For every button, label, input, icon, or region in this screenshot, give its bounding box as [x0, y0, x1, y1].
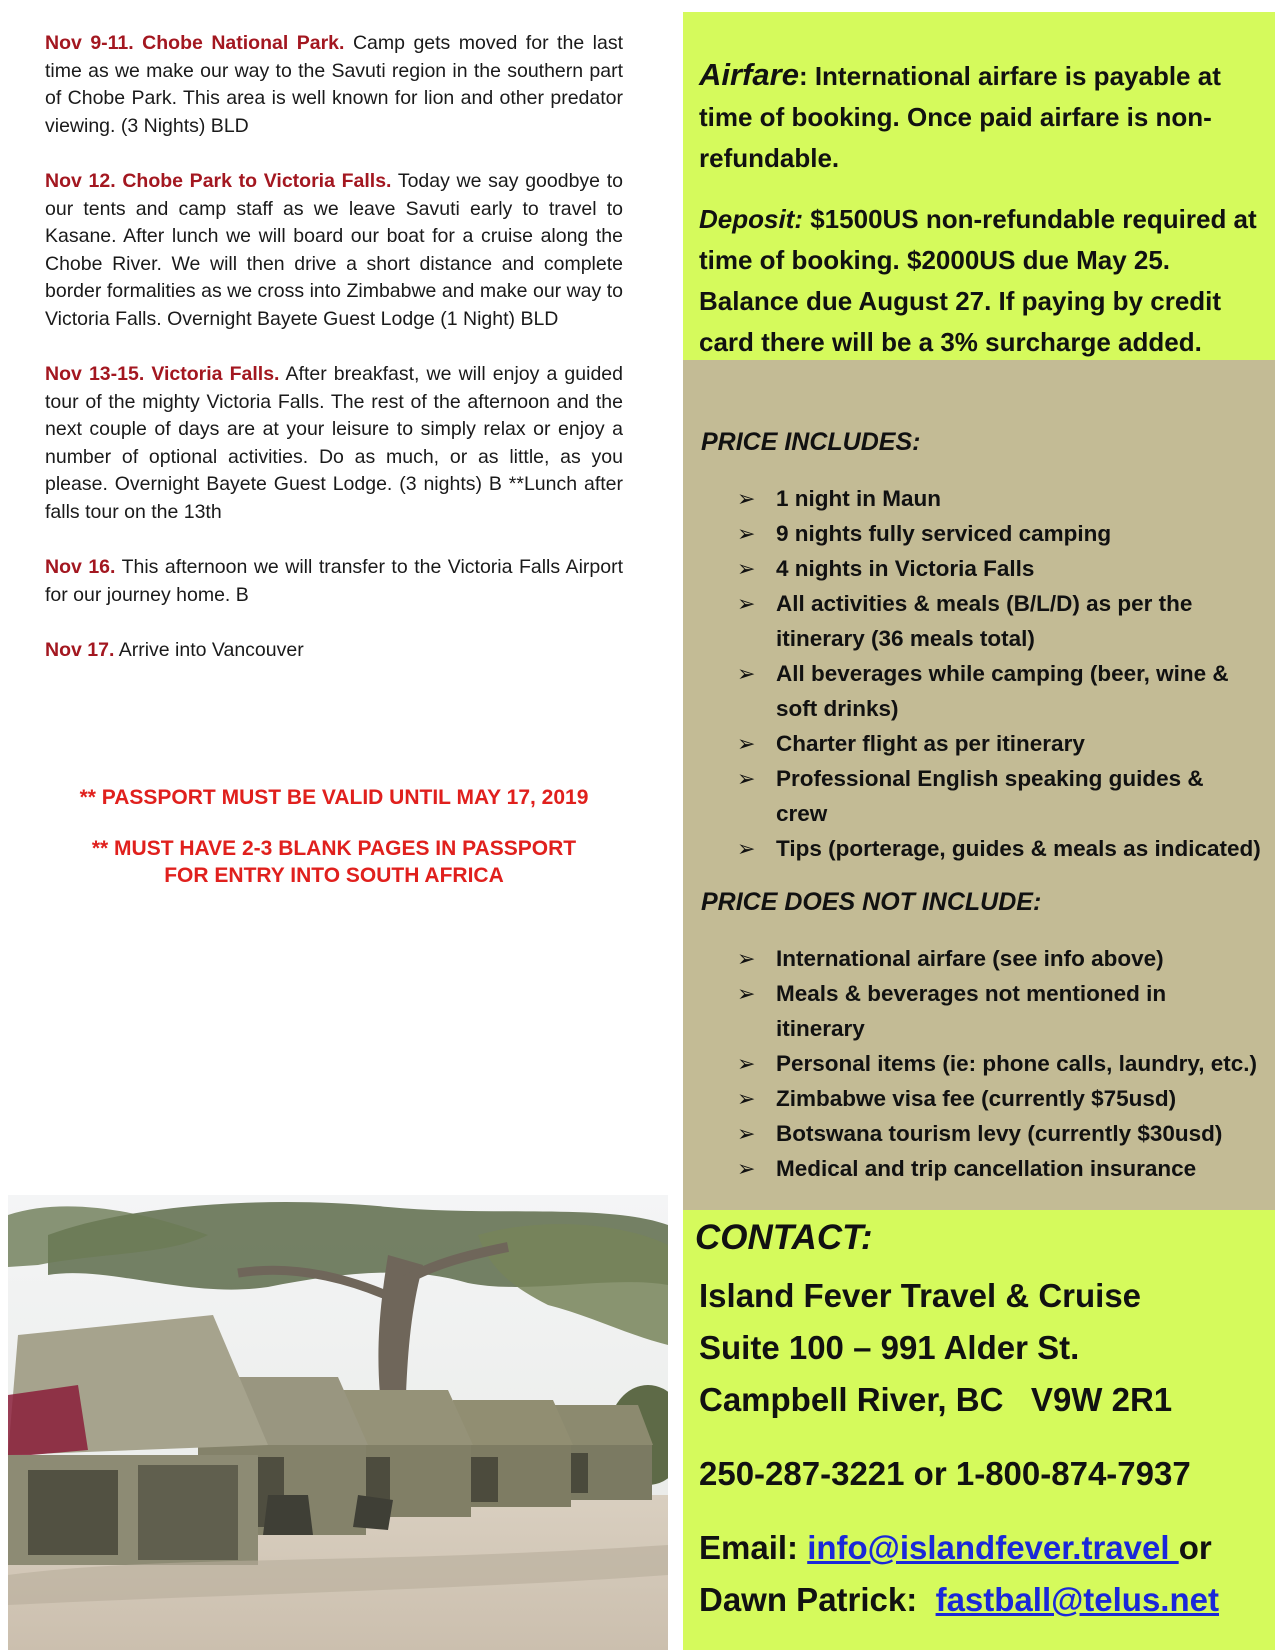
arrow-bullet-icon: ➢ — [737, 486, 756, 511]
itinerary-day — [45, 637, 623, 665]
list-item: ➢ International airfare (see info above) — [699, 941, 1261, 976]
arrow-bullet-icon: ➢ — [737, 521, 756, 546]
day-title: Nov 13-15. Victoria Falls. — [45, 363, 280, 385]
price-includes-list — [699, 481, 1261, 866]
itinerary-day — [45, 168, 623, 333]
airfare-info — [699, 54, 1261, 179]
email-label: Email: — [699, 1529, 808, 1566]
arrow-bullet-icon: ➢ — [737, 981, 756, 1006]
arrow-bullet-icon: ➢ — [737, 591, 756, 616]
blank-pages-line-2: FOR ENTRY INTO SOUTH AFRICA — [164, 864, 504, 887]
day-description: Today we say goodbye to our tents and camp staff as we leave Savuti early to travel to Kasane. After lunch we will board our boat for a cruise along the Chobe River. We will then drive a short distance and complete border formalities as we cross into Zimbabwe and make our way to Victoria Falls. Overnight Bayete Guest Lodge (1 Night) BLD — [45, 170, 623, 330]
payment-info-panel — [683, 12, 1275, 360]
contact-panel — [683, 1210, 1275, 1650]
safari-camp-photo — [8, 1195, 668, 1650]
list-item: ➢ Personal items (ie: phone calls, laundry, etc.) — [699, 1046, 1261, 1081]
price-excludes-list — [699, 941, 1261, 1186]
list-item: ➢ Meals & beverages not mentioned in itinerary — [699, 976, 1261, 1046]
arrow-bullet-icon: ➢ — [737, 1086, 756, 1111]
contact-heading: CONTACT: — [695, 1218, 873, 1257]
price-details-panel — [683, 360, 1275, 1210]
list-item: ➢ All activities & meals (B/L/D) as per the itinerary (36 meals total) — [699, 586, 1261, 656]
email-line — [699, 1522, 1261, 1574]
arrow-bullet-icon: ➢ — [737, 1051, 756, 1076]
deposit-text: $1500US non-refundable required at time of booking. $2000US due May 25. Balance due August 27. If paying by credit card there will be a 3% surcharge added. — [699, 204, 1257, 357]
itinerary-day — [45, 361, 623, 526]
list-item: ➢ 1 night in Maun — [699, 481, 1261, 516]
phone-numbers: 250-287-3221 or 1-800-874-7937 — [699, 1455, 1191, 1492]
list-item: ➢ 9 nights fully serviced camping — [699, 516, 1261, 551]
itinerary — [45, 30, 623, 693]
list-item: ➢ Professional English speaking guides & crew — [699, 761, 1261, 831]
list-item: ➢ Zimbabwe visa fee (currently $75usd) — [699, 1081, 1261, 1116]
address-line-2: Campbell River, BC V9W 2R1 — [699, 1381, 1173, 1418]
arrow-bullet-icon: ➢ — [737, 1121, 756, 1146]
deposit-info — [699, 199, 1261, 363]
list-item: ➢ All beverages while camping (beer, wine & soft drinks) — [699, 656, 1261, 726]
day-title: Nov 12. Chobe Park to Victoria Falls. — [45, 170, 392, 192]
tents-illustration — [8, 1195, 668, 1650]
blank-pages-warning — [45, 835, 623, 889]
company-name: Island Fever Travel & Cruise — [699, 1277, 1142, 1314]
price-excludes-heading: PRICE DOES NOT INCLUDE: — [701, 888, 1042, 916]
arrow-bullet-icon: ➢ — [737, 836, 756, 861]
arrow-bullet-icon: ➢ — [737, 1156, 756, 1181]
arrow-bullet-icon: ➢ — [737, 946, 756, 971]
list-item: ➢ Botswana tourism levy (currently $30usd) — [699, 1116, 1261, 1151]
email-link[interactable]: info@islandfever.travel — [807, 1529, 1179, 1566]
deposit-label: Deposit: — [699, 204, 803, 234]
airfare-label: Airfare — [699, 57, 799, 92]
list-item: ➢ Medical and trip cancellation insurance — [699, 1151, 1261, 1186]
day-title: Nov 9-11. Chobe National Park. — [45, 32, 345, 54]
contact-person-email-link[interactable]: fastball@telus.net — [935, 1581, 1219, 1618]
passport-validity-warning: ** PASSPORT MUST BE VALID UNTIL MAY 17, 2019 — [79, 786, 589, 809]
list-item: ➢ Tips (porterage, guides & meals as indicated) — [699, 831, 1261, 866]
address-line-1: Suite 100 – 991 Alder St. — [699, 1329, 1080, 1366]
passport-warnings — [45, 784, 623, 907]
day-title: Nov 16. — [45, 556, 116, 578]
arrow-bullet-icon: ➢ — [737, 731, 756, 756]
list-item: ➢ Charter flight as per itinerary — [699, 726, 1261, 761]
day-description: Camp gets moved for the last time as we make our way to the Savuti region in the southern part of Chobe Park. This area is well known for lion and other predator viewing. (3 Nights) BLD — [45, 32, 623, 137]
airfare-text: : International airfare is payable at time of booking. Once paid airfare is non-refundable. — [699, 61, 1221, 173]
price-includes-heading: PRICE INCLUDES: — [701, 428, 921, 456]
day-description: After breakfast, we will enjoy a guided tour of the mighty Victoria Falls. The rest of the afternoon and the next couple of days are at your leisure to simply relax or enjoy a number of optional activities. Do as much, or as little, as you please. Overnight Bayete Guest Lodge. (3 nights) B **Lunch after falls tour on the 13th — [45, 363, 623, 523]
arrow-bullet-icon: ➢ — [737, 661, 756, 686]
list-item: ➢ 4 nights in Victoria Falls — [699, 551, 1261, 586]
day-description: This afternoon we will transfer to the Victoria Falls Airport for our journey home. B — [45, 556, 623, 606]
arrow-bullet-icon: ➢ — [737, 556, 756, 581]
itinerary-day — [45, 554, 623, 609]
day-title: Nov 17. — [45, 639, 115, 661]
arrow-bullet-icon: ➢ — [737, 766, 756, 791]
day-description: Arrive into Vancouver — [114, 639, 304, 661]
email-suffix: or — [1178, 1529, 1212, 1566]
contact-person-label: Dawn Patrick: — [699, 1581, 936, 1618]
itinerary-day — [45, 30, 623, 140]
contact-person-line — [699, 1574, 1261, 1626]
blank-pages-line-1: ** MUST HAVE 2-3 BLANK PAGES IN PASSPORT — [91, 837, 577, 860]
